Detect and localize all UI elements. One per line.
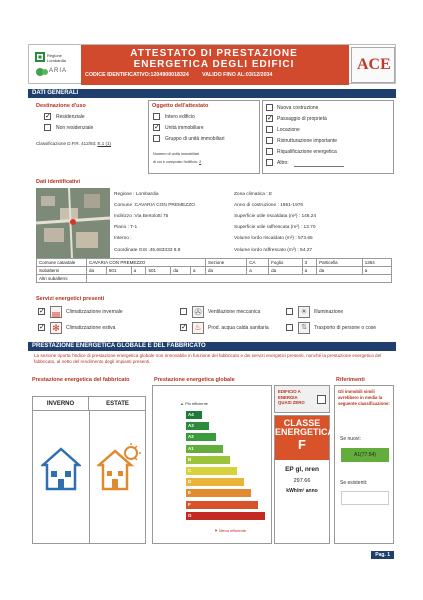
fan-icon: ✇ (192, 306, 204, 318)
riferimenti-title: Riferimenti (336, 377, 365, 383)
comune-catastale-label: Comune catastale (37, 259, 87, 267)
volume-riscaldato-value: Volume lordo riscaldato (m³) : 573.65 (234, 236, 313, 241)
document-title: ATTESTATO DI PRESTAZIONE ENERGETICA DEGLI EDIFICI (130, 48, 298, 70)
elevator-icon: ⇅ (298, 322, 310, 334)
gruppo-unita-checkbox[interactable] (153, 135, 160, 142)
ep-unit: kWh/m² anno (286, 488, 318, 494)
section-prestazione: PRESTAZIONE ENERGETICA GLOBALE E DEL FABBRICATO (28, 342, 396, 351)
estate-label: ESTATE (89, 397, 146, 411)
page-number: Pag. 1 (371, 551, 394, 559)
se-esistenti-label: Se esistenti: (340, 480, 368, 486)
piano-value: Piano : T-1 (114, 225, 138, 230)
oggetto-title: Oggetto dell'attestato (152, 103, 209, 109)
energy-class-bar-c: C (186, 467, 237, 475)
arrow-up-icon: ▲ (180, 401, 184, 406)
nuova-costruzione-checkbox[interactable] (266, 104, 273, 111)
intero-edificio-checkbox[interactable] (153, 113, 160, 120)
altri-subalterni-label: Altri subalterni (37, 275, 87, 283)
region-logo (33, 50, 77, 80)
energy-class-bar-a2: A2 (186, 433, 216, 441)
numero-unita-label2: di cui è composto l'edificio: 2 (153, 160, 202, 164)
energy-class-bar-g: G (186, 512, 265, 520)
region-logo-text: Regione Lombardia (47, 53, 66, 63)
regione-value: Regione : Lombardia (114, 192, 159, 197)
altro-checkbox[interactable] (266, 159, 273, 166)
passaggio-proprieta-checkbox[interactable]: ✓ (267, 115, 273, 122)
energy-class-bar-a3: A3 (186, 422, 209, 430)
ep-value: 297.66 (293, 478, 311, 484)
indirizzo-value: Indirizzo :Via Bertolotti 75 (114, 214, 169, 219)
faucet-icon: ♨ (192, 322, 204, 334)
inverno-label: INVERNO (33, 397, 89, 411)
non-residenziale-checkbox[interactable] (44, 124, 51, 131)
aerial-map-icon (36, 188, 110, 258)
meno-efficiente-label: ▼ Meno efficiente (214, 528, 247, 533)
winter-house-icon (41, 447, 81, 491)
classe-value: F (298, 437, 306, 452)
unita-immobiliare-label: Unità immobiliare (165, 125, 204, 131)
se-nuovi-badge: A1(77.54) (341, 448, 389, 462)
header (28, 44, 396, 84)
non-residenziale-label: Non residenziale (56, 125, 94, 131)
catasto-table (36, 258, 392, 283)
particella-label: Particella (317, 259, 363, 267)
nzeb-box (274, 385, 330, 413)
foglio-value: 3 (302, 259, 317, 267)
classe-badge (275, 416, 335, 460)
globale-title: Prestazione energetica globale (154, 377, 235, 383)
energy-class-bar-e: E (186, 489, 251, 497)
residenziale-label: Residenziale (56, 114, 85, 120)
dati-generali-panel (28, 100, 396, 176)
aria-logo-text: ARIA (49, 68, 68, 74)
dati-identificativi-title: Dati identificativi (36, 179, 81, 185)
ventilazione-checkbox[interactable] (180, 308, 187, 315)
se-nuovi-label: Se nuovi: (340, 436, 361, 442)
ace-logo-text: ACE (357, 56, 391, 73)
acqua-calda-label: Prod. acqua calda sanitaria (208, 325, 269, 331)
comune-catastale-value: CAVARIA CON PREMEZZO (87, 259, 206, 267)
superficie-raffrescata-value: Superficie utile raffrescata (m²) : 13.70 (234, 225, 316, 230)
document-code: CODICE IDENTIFICATIVO:1204900018324 VALIDO FINO AL:03/12/2034 (85, 72, 273, 78)
particella-value: 1364 (362, 259, 391, 267)
foglio-label: Foglio (269, 259, 303, 267)
riqualificazione-checkbox[interactable] (266, 148, 273, 155)
nuova-costruzione-label: Nuova costruzione (277, 105, 319, 111)
certificate-page (28, 44, 396, 559)
altro-field[interactable] (294, 166, 344, 167)
globale-box (152, 385, 272, 544)
servizi-title: Servizi energetici presenti (36, 296, 105, 302)
snowflake-icon: ✻ (50, 322, 62, 334)
ristrutturazione-checkbox[interactable] (266, 137, 273, 144)
prestazione-intro: La sezione riporta l'indice di prestazione energetica globale non rinnovabile in funzione del fabbricato e dei servizi energetici presenti, nonché la prestazione energetica del fabbricato, al netto del rendimento degli impianti presenti. (34, 353, 382, 364)
sezione-label: Sezione (205, 259, 246, 267)
coordinate-value: Coordinate GIS :45.683333 8.8 (114, 248, 181, 253)
superficie-riscaldata-value: Superficie utile riscaldata (m²) : 146.24 (234, 214, 317, 219)
section-dati-generali: DATI GENERALI (28, 89, 396, 98)
destinazione-title: Destinazione d'uso (36, 103, 86, 109)
nzeb-label: EDIFICIO A ENERGIA QUASI ZERO (278, 389, 305, 405)
numero-unita-label: Numero di unità immobiliari (153, 152, 200, 156)
ep-label: EP gl, nren (285, 466, 319, 473)
ristrutturazione-label: Ristrutturazione importante (277, 138, 338, 144)
map-image (36, 188, 110, 258)
energy-class-bar-b: B (186, 456, 230, 464)
radiator-icon (50, 306, 62, 318)
piu-efficiente-label: ▲ Più efficiente (180, 401, 208, 406)
fabbricato-title: Prestazione energetica del fabbricato (32, 377, 130, 383)
clima-invernale-label: Climatizzazione invernale (66, 309, 123, 315)
nzeb-checkbox[interactable] (317, 395, 326, 404)
zona-climatica-value: Zona climatica : E (234, 192, 273, 197)
classe-panel (274, 415, 335, 544)
energy-class-bar-a1: A1 (186, 445, 223, 453)
riqualificazione-label: Riqualificazione energetica (277, 149, 337, 155)
sub-to-1: 501 (146, 267, 171, 275)
clima-invernale-checkbox[interactable]: ✓ (39, 308, 45, 315)
trasporto-label: Trasporto di persone o cose (314, 325, 377, 331)
ventilazione-label: Ventilazione meccanica (208, 309, 261, 315)
riferimenti-text: Gli immobili simili avrebbero in media la seguente classificazione: (338, 389, 390, 406)
anno-costruzione-value: Anno di costruzione : 1961-1976 (234, 203, 304, 208)
subalterni-label: Subalterni (37, 267, 87, 275)
passaggio-proprieta-label: Passaggio di proprietà (277, 116, 327, 122)
clima-estiva-label: Climatizzazione estiva (66, 325, 116, 331)
catasto-row-subalterni: Subalterni da 501 a 501 da a da a da a da a (37, 267, 392, 275)
energy-class-bar-a4: A4 (186, 411, 202, 419)
classe-label: CLASSE ENERGETICA (275, 418, 335, 437)
energy-class-bar-d: D (186, 478, 244, 486)
gruppo-unita-label: Gruppo di unità immobiliari (165, 136, 225, 142)
comune-value: Comune :CAVARIA CON PREMEZZO (114, 203, 195, 208)
energy-class-bar-f: F (186, 501, 258, 509)
illuminazione-checkbox[interactable] (286, 308, 293, 315)
volume-raffrescato-value: Volume lordo raffrescato (m³) : 54.27 (234, 248, 313, 253)
classificazione-label: Classificazione D.P.R. 412/93: E.1 (1) (36, 141, 111, 146)
locazione-label: Locazione (277, 127, 300, 133)
sub-from-1: 501 (106, 267, 131, 275)
locazione-checkbox[interactable] (266, 126, 273, 133)
altro-label: Altro: (277, 160, 289, 166)
interno-value: Interno : (114, 236, 132, 241)
unita-immobiliare-checkbox[interactable]: ✓ (154, 124, 160, 131)
lightbulb-icon: ☀ (298, 306, 310, 318)
trasporto-checkbox[interactable] (286, 324, 293, 331)
catasto-row-altri (37, 275, 392, 283)
fabbricato-box (32, 396, 146, 544)
ace-logo (351, 47, 395, 83)
arrow-down-icon: ▼ (214, 528, 218, 533)
clima-estiva-checkbox[interactable]: ✓ (39, 324, 45, 331)
sezione-value: CA (247, 259, 269, 267)
riferimenti-box (334, 385, 394, 544)
intero-edificio-label: Intero edificio (165, 114, 195, 120)
catasto-row-comune (37, 259, 392, 267)
residenziale-checkbox[interactable]: ✓ (45, 113, 51, 120)
summer-house-icon (97, 443, 141, 491)
se-esistenti-badge (341, 491, 389, 505)
illuminazione-label: Illuminazione (314, 309, 344, 315)
acqua-calda-checkbox[interactable]: ✓ (181, 324, 187, 331)
